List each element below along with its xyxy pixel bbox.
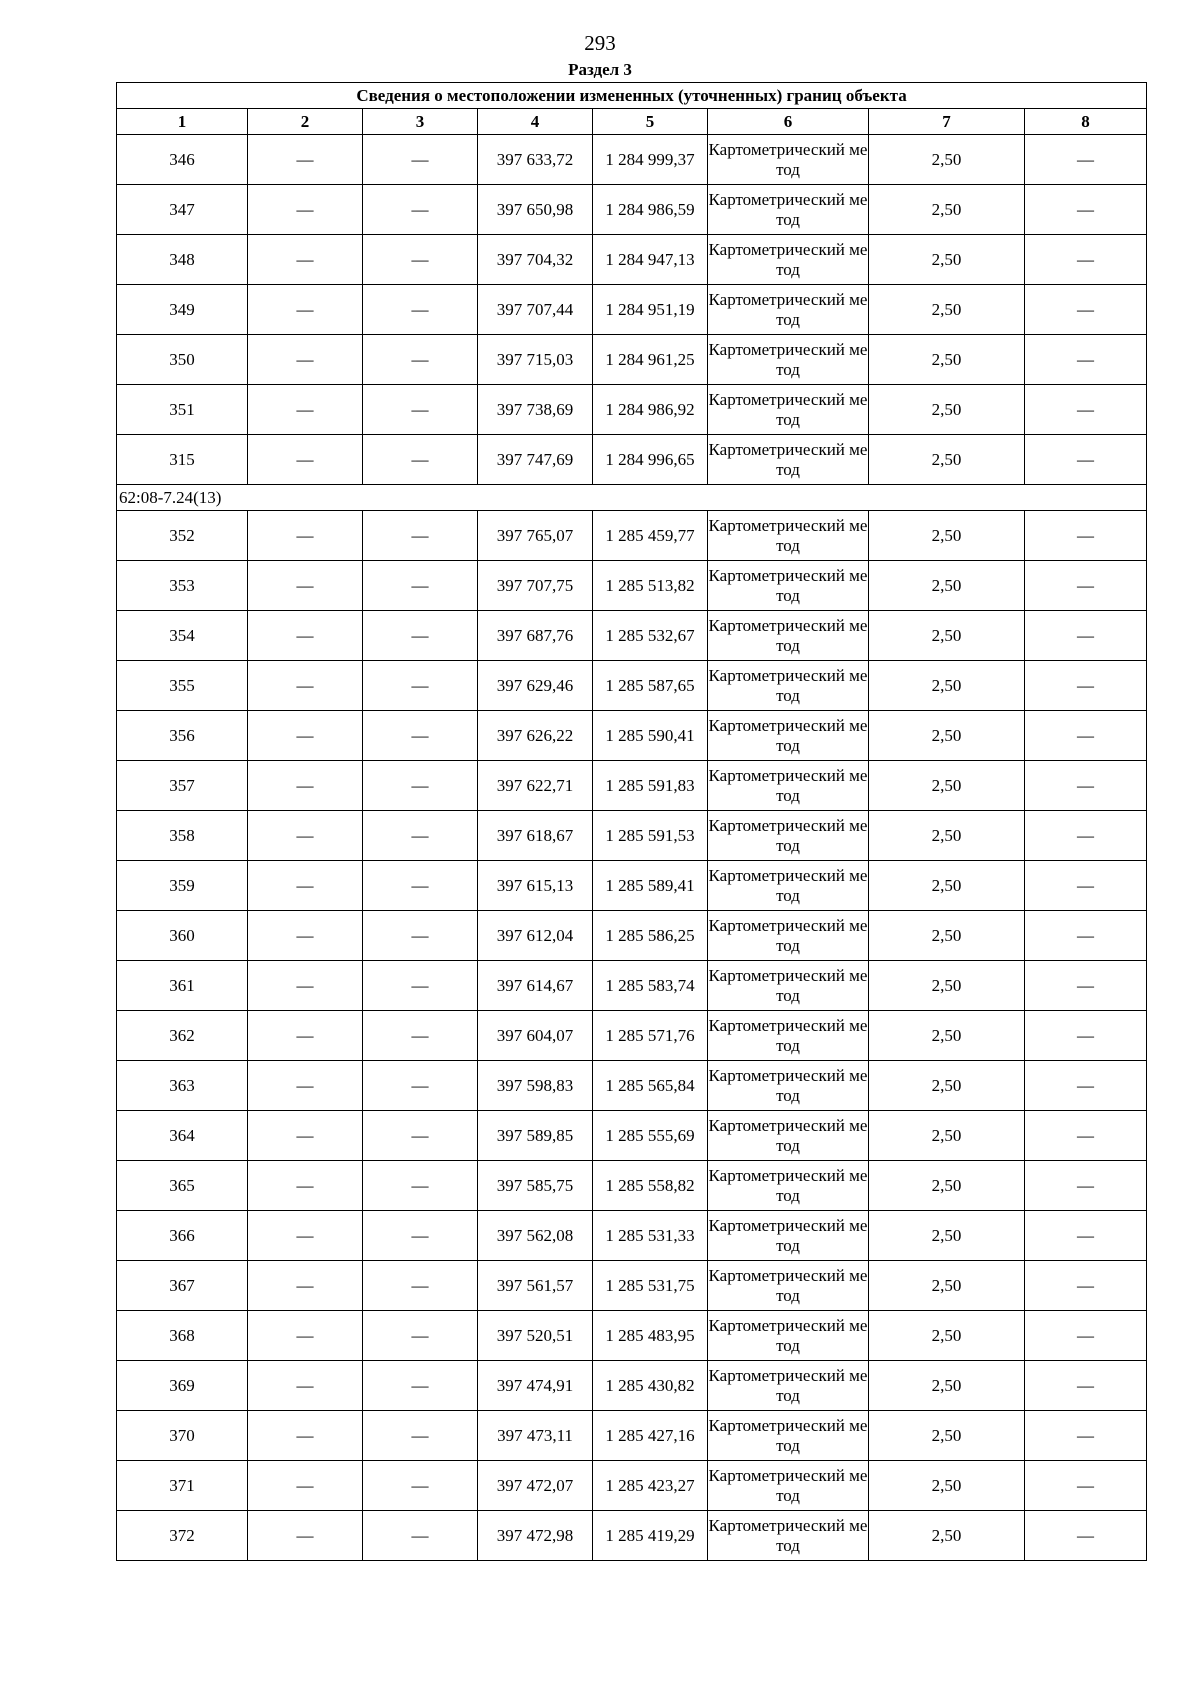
- col2-cell: —: [248, 1411, 363, 1461]
- accuracy-cell: 2,50: [869, 1011, 1025, 1061]
- x-coordinate-cell: 397 765,07: [478, 511, 593, 561]
- accuracy-cell: 2,50: [869, 861, 1025, 911]
- col3-cell: —: [363, 1411, 478, 1461]
- y-coordinate-cell: 1 285 483,95: [593, 1311, 708, 1361]
- point-number-cell: 362: [117, 1011, 248, 1061]
- col8-cell: —: [1025, 1311, 1147, 1361]
- col8-cell: —: [1025, 385, 1147, 435]
- col3-cell: —: [363, 811, 478, 861]
- x-coordinate-cell: 397 629,46: [478, 661, 593, 711]
- x-coordinate-cell: 397 687,76: [478, 611, 593, 661]
- table-row: [117, 961, 1147, 1011]
- x-coordinate-cell: 397 707,44: [478, 285, 593, 335]
- col8-cell: —: [1025, 335, 1147, 385]
- col8-cell: —: [1025, 1411, 1147, 1461]
- x-coordinate-cell: 397 614,67: [478, 961, 593, 1011]
- x-coordinate-cell: 397 747,69: [478, 435, 593, 485]
- table-caption: Сведения о местоположении измененных (уточненных) границ объекта: [117, 83, 1147, 109]
- method-cell: Картометрический метод: [708, 235, 869, 285]
- method-cell: Картометрический метод: [708, 561, 869, 611]
- method-cell: Картометрический метод: [708, 1261, 869, 1311]
- y-coordinate-cell: 1 285 531,33: [593, 1211, 708, 1261]
- accuracy-cell: 2,50: [869, 811, 1025, 861]
- col2-cell: —: [248, 1211, 363, 1261]
- col8-cell: —: [1025, 961, 1147, 1011]
- col3-cell: —: [363, 961, 478, 1011]
- accuracy-cell: 2,50: [869, 561, 1025, 611]
- point-number-cell: 360: [117, 911, 248, 961]
- col2-cell: —: [248, 435, 363, 485]
- accuracy-cell: 2,50: [869, 711, 1025, 761]
- col2-cell: —: [248, 1161, 363, 1211]
- point-number-cell: 369: [117, 1361, 248, 1411]
- col3-cell: —: [363, 1011, 478, 1061]
- column-number: 1: [117, 109, 248, 135]
- col2-cell: —: [248, 711, 363, 761]
- y-coordinate-cell: 1 285 571,76: [593, 1011, 708, 1061]
- x-coordinate-cell: 397 472,07: [478, 1461, 593, 1511]
- col8-cell: —: [1025, 285, 1147, 335]
- method-cell: Картометрический метод: [708, 861, 869, 911]
- table-row: [117, 811, 1147, 861]
- point-number-cell: 363: [117, 1061, 248, 1111]
- y-coordinate-cell: 1 285 423,27: [593, 1461, 708, 1511]
- col2-cell: —: [248, 1061, 363, 1111]
- y-coordinate-cell: 1 285 591,53: [593, 811, 708, 861]
- table-row: [117, 1261, 1147, 1311]
- method-cell: Картометрический метод: [708, 1511, 869, 1561]
- col2-cell: —: [248, 861, 363, 911]
- x-coordinate-cell: 397 474,91: [478, 1361, 593, 1411]
- table-row: [117, 235, 1147, 285]
- accuracy-cell: 2,50: [869, 285, 1025, 335]
- x-coordinate-cell: 397 704,32: [478, 235, 593, 285]
- method-cell: Картометрический метод: [708, 1211, 869, 1261]
- column-number: 7: [869, 109, 1025, 135]
- method-cell: Картометрический метод: [708, 711, 869, 761]
- point-number-cell: 368: [117, 1311, 248, 1361]
- table-row: [117, 1061, 1147, 1111]
- col2-cell: —: [248, 761, 363, 811]
- col2-cell: —: [248, 185, 363, 235]
- method-cell: Картометрический метод: [708, 335, 869, 385]
- x-coordinate-cell: 397 561,57: [478, 1261, 593, 1311]
- accuracy-cell: 2,50: [869, 1411, 1025, 1461]
- col8-cell: —: [1025, 861, 1147, 911]
- y-coordinate-cell: 1 285 586,25: [593, 911, 708, 961]
- method-cell: Картометрический метод: [708, 1111, 869, 1161]
- col3-cell: —: [363, 1111, 478, 1161]
- table-row: [117, 335, 1147, 385]
- accuracy-cell: 2,50: [869, 511, 1025, 561]
- accuracy-cell: 2,50: [869, 1511, 1025, 1561]
- page-number: 293: [584, 31, 616, 55]
- column-number: 5: [593, 109, 708, 135]
- point-number-cell: 347: [117, 185, 248, 235]
- accuracy-cell: 2,50: [869, 611, 1025, 661]
- method-cell: Картометрический метод: [708, 1311, 869, 1361]
- accuracy-cell: 2,50: [869, 1461, 1025, 1511]
- group-label: 62:08-7.24(13): [117, 485, 1147, 511]
- point-number-cell: 346: [117, 135, 248, 185]
- y-coordinate-cell: 1 284 999,37: [593, 135, 708, 185]
- y-coordinate-cell: 1 285 587,65: [593, 661, 708, 711]
- table-row: [117, 185, 1147, 235]
- point-number-cell: 367: [117, 1261, 248, 1311]
- table-row: [117, 1511, 1147, 1561]
- col8-cell: —: [1025, 1111, 1147, 1161]
- accuracy-cell: 2,50: [869, 1061, 1025, 1111]
- col8-cell: —: [1025, 561, 1147, 611]
- col2-cell: —: [248, 1311, 363, 1361]
- point-number-cell: 364: [117, 1111, 248, 1161]
- x-coordinate-cell: 397 520,51: [478, 1311, 593, 1361]
- table-row: [117, 1361, 1147, 1411]
- accuracy-cell: 2,50: [869, 135, 1025, 185]
- col8-cell: —: [1025, 661, 1147, 711]
- accuracy-cell: 2,50: [869, 661, 1025, 711]
- col3-cell: —: [363, 861, 478, 911]
- y-coordinate-cell: 1 285 583,74: [593, 961, 708, 1011]
- point-number-cell: 348: [117, 235, 248, 285]
- y-coordinate-cell: 1 284 986,59: [593, 185, 708, 235]
- accuracy-cell: 2,50: [869, 435, 1025, 485]
- point-number-cell: 354: [117, 611, 248, 661]
- column-number-row: [117, 109, 1147, 135]
- section-title: Раздел 3: [568, 60, 632, 79]
- point-number-cell: 366: [117, 1211, 248, 1261]
- col2-cell: —: [248, 1361, 363, 1411]
- x-coordinate-cell: 397 618,67: [478, 811, 593, 861]
- table-row: [117, 711, 1147, 761]
- table-row: [117, 385, 1147, 435]
- method-cell: Картометрический метод: [708, 1411, 869, 1461]
- col8-cell: —: [1025, 135, 1147, 185]
- table-row: [117, 861, 1147, 911]
- column-number: 3: [363, 109, 478, 135]
- col2-cell: —: [248, 911, 363, 961]
- x-coordinate-cell: 397 626,22: [478, 711, 593, 761]
- y-coordinate-cell: 1 285 459,77: [593, 511, 708, 561]
- col8-cell: —: [1025, 511, 1147, 561]
- x-coordinate-cell: 397 473,11: [478, 1411, 593, 1461]
- col8-cell: —: [1025, 1161, 1147, 1211]
- table-row: [117, 1311, 1147, 1361]
- y-coordinate-cell: 1 284 951,19: [593, 285, 708, 335]
- col2-cell: —: [248, 1261, 363, 1311]
- col3-cell: —: [363, 1511, 478, 1561]
- table-row: [117, 661, 1147, 711]
- col3-cell: —: [363, 385, 478, 435]
- col8-cell: —: [1025, 711, 1147, 761]
- col8-cell: —: [1025, 911, 1147, 961]
- method-cell: Картометрический метод: [708, 1161, 869, 1211]
- col3-cell: —: [363, 285, 478, 335]
- col2-cell: —: [248, 811, 363, 861]
- accuracy-cell: 2,50: [869, 1161, 1025, 1211]
- point-number-cell: 315: [117, 435, 248, 485]
- accuracy-cell: 2,50: [869, 235, 1025, 285]
- point-number-cell: 352: [117, 511, 248, 561]
- column-number: 8: [1025, 109, 1147, 135]
- col3-cell: —: [363, 1361, 478, 1411]
- column-number: 4: [478, 109, 593, 135]
- col8-cell: —: [1025, 235, 1147, 285]
- method-cell: Картометрический метод: [708, 385, 869, 435]
- col2-cell: —: [248, 1011, 363, 1061]
- x-coordinate-cell: 397 598,83: [478, 1061, 593, 1111]
- accuracy-cell: 2,50: [869, 961, 1025, 1011]
- col8-cell: —: [1025, 1011, 1147, 1061]
- col3-cell: —: [363, 661, 478, 711]
- accuracy-cell: 2,50: [869, 911, 1025, 961]
- col8-cell: —: [1025, 1211, 1147, 1261]
- y-coordinate-cell: 1 285 427,16: [593, 1411, 708, 1461]
- y-coordinate-cell: 1 285 430,82: [593, 1361, 708, 1411]
- accuracy-cell: 2,50: [869, 1261, 1025, 1311]
- table-row: [117, 1011, 1147, 1061]
- col2-cell: —: [248, 1111, 363, 1161]
- method-cell: Картометрический метод: [708, 811, 869, 861]
- accuracy-cell: 2,50: [869, 1211, 1025, 1261]
- col8-cell: —: [1025, 761, 1147, 811]
- col3-cell: —: [363, 1461, 478, 1511]
- table-row: [117, 1111, 1147, 1161]
- col8-cell: —: [1025, 1461, 1147, 1511]
- method-cell: Картометрический метод: [708, 961, 869, 1011]
- accuracy-cell: 2,50: [869, 1111, 1025, 1161]
- col3-cell: —: [363, 435, 478, 485]
- method-cell: Картометрический метод: [708, 1361, 869, 1411]
- method-cell: Картометрический метод: [708, 1061, 869, 1111]
- accuracy-cell: 2,50: [869, 1361, 1025, 1411]
- col3-cell: —: [363, 561, 478, 611]
- table-caption-row: [117, 83, 1147, 109]
- col3-cell: —: [363, 1311, 478, 1361]
- x-coordinate-cell: 397 650,98: [478, 185, 593, 235]
- col2-cell: —: [248, 561, 363, 611]
- x-coordinate-cell: 397 585,75: [478, 1161, 593, 1211]
- table-row: [117, 511, 1147, 561]
- col2-cell: —: [248, 285, 363, 335]
- point-number-cell: 359: [117, 861, 248, 911]
- table-row: [117, 1461, 1147, 1511]
- table-row: [117, 435, 1147, 485]
- accuracy-cell: 2,50: [869, 185, 1025, 235]
- y-coordinate-cell: 1 285 558,82: [593, 1161, 708, 1211]
- table-row: [117, 285, 1147, 335]
- table-row: [117, 561, 1147, 611]
- table-row: [117, 611, 1147, 661]
- col8-cell: —: [1025, 435, 1147, 485]
- col8-cell: —: [1025, 1261, 1147, 1311]
- col3-cell: —: [363, 1261, 478, 1311]
- col3-cell: —: [363, 185, 478, 235]
- y-coordinate-cell: 1 285 589,41: [593, 861, 708, 911]
- y-coordinate-cell: 1 285 419,29: [593, 1511, 708, 1561]
- col8-cell: —: [1025, 1361, 1147, 1411]
- col3-cell: —: [363, 235, 478, 285]
- col2-cell: —: [248, 511, 363, 561]
- y-coordinate-cell: 1 285 532,67: [593, 611, 708, 661]
- y-coordinate-cell: 1 284 947,13: [593, 235, 708, 285]
- point-number-cell: 357: [117, 761, 248, 811]
- point-number-cell: 349: [117, 285, 248, 335]
- point-number-cell: 355: [117, 661, 248, 711]
- col3-cell: —: [363, 1161, 478, 1211]
- col2-cell: —: [248, 385, 363, 435]
- col2-cell: —: [248, 1511, 363, 1561]
- boundary-coordinates-table: [116, 82, 1147, 1561]
- method-cell: Картометрический метод: [708, 511, 869, 561]
- y-coordinate-cell: 1 285 590,41: [593, 711, 708, 761]
- method-cell: Картометрический метод: [708, 761, 869, 811]
- x-coordinate-cell: 397 615,13: [478, 861, 593, 911]
- col8-cell: —: [1025, 611, 1147, 661]
- point-number-cell: 365: [117, 1161, 248, 1211]
- table-row: [117, 911, 1147, 961]
- method-cell: Картометрический метод: [708, 435, 869, 485]
- col2-cell: —: [248, 611, 363, 661]
- col2-cell: —: [248, 661, 363, 711]
- y-coordinate-cell: 1 284 996,65: [593, 435, 708, 485]
- col2-cell: —: [248, 335, 363, 385]
- method-cell: Картометрический метод: [708, 611, 869, 661]
- col3-cell: —: [363, 711, 478, 761]
- accuracy-cell: 2,50: [869, 335, 1025, 385]
- y-coordinate-cell: 1 285 555,69: [593, 1111, 708, 1161]
- col3-cell: —: [363, 1061, 478, 1111]
- point-number-cell: 371: [117, 1461, 248, 1511]
- x-coordinate-cell: 397 715,03: [478, 335, 593, 385]
- table-row: [117, 1161, 1147, 1211]
- col8-cell: —: [1025, 1061, 1147, 1111]
- method-cell: Картометрический метод: [708, 661, 869, 711]
- x-coordinate-cell: 397 707,75: [478, 561, 593, 611]
- y-coordinate-cell: 1 285 513,82: [593, 561, 708, 611]
- accuracy-cell: 2,50: [869, 761, 1025, 811]
- x-coordinate-cell: 397 612,04: [478, 911, 593, 961]
- point-number-cell: 358: [117, 811, 248, 861]
- point-number-cell: 361: [117, 961, 248, 1011]
- table-row: [117, 761, 1147, 811]
- point-number-cell: 372: [117, 1511, 248, 1561]
- y-coordinate-cell: 1 284 986,92: [593, 385, 708, 435]
- method-cell: Картометрический метод: [708, 1011, 869, 1061]
- col2-cell: —: [248, 1461, 363, 1511]
- col2-cell: —: [248, 135, 363, 185]
- x-coordinate-cell: 397 633,72: [478, 135, 593, 185]
- point-number-cell: 351: [117, 385, 248, 435]
- col3-cell: —: [363, 135, 478, 185]
- point-number-cell: 370: [117, 1411, 248, 1461]
- col2-cell: —: [248, 961, 363, 1011]
- x-coordinate-cell: 397 622,71: [478, 761, 593, 811]
- point-number-cell: 350: [117, 335, 248, 385]
- group-row: [117, 485, 1147, 511]
- method-cell: Картометрический метод: [708, 285, 869, 335]
- y-coordinate-cell: 1 285 531,75: [593, 1261, 708, 1311]
- table-body: [117, 135, 1147, 1561]
- method-cell: Картометрический метод: [708, 185, 869, 235]
- col3-cell: —: [363, 611, 478, 661]
- y-coordinate-cell: 1 285 591,83: [593, 761, 708, 811]
- col3-cell: —: [363, 1211, 478, 1261]
- column-number: 2: [248, 109, 363, 135]
- table-row: [117, 135, 1147, 185]
- accuracy-cell: 2,50: [869, 1311, 1025, 1361]
- table-row: [117, 1211, 1147, 1261]
- col3-cell: —: [363, 511, 478, 561]
- point-number-cell: 353: [117, 561, 248, 611]
- x-coordinate-cell: 397 604,07: [478, 1011, 593, 1061]
- y-coordinate-cell: 1 285 565,84: [593, 1061, 708, 1111]
- col8-cell: —: [1025, 1511, 1147, 1561]
- col8-cell: —: [1025, 811, 1147, 861]
- x-coordinate-cell: 397 562,08: [478, 1211, 593, 1261]
- col3-cell: —: [363, 911, 478, 961]
- x-coordinate-cell: 397 738,69: [478, 385, 593, 435]
- y-coordinate-cell: 1 284 961,25: [593, 335, 708, 385]
- method-cell: Картометрический метод: [708, 911, 869, 961]
- table-row: [117, 1411, 1147, 1461]
- method-cell: Картометрический метод: [708, 1461, 869, 1511]
- x-coordinate-cell: 397 589,85: [478, 1111, 593, 1161]
- point-number-cell: 356: [117, 711, 248, 761]
- col3-cell: —: [363, 761, 478, 811]
- col2-cell: —: [248, 235, 363, 285]
- method-cell: Картометрический метод: [708, 135, 869, 185]
- column-number: 6: [708, 109, 869, 135]
- col8-cell: —: [1025, 185, 1147, 235]
- accuracy-cell: 2,50: [869, 385, 1025, 435]
- x-coordinate-cell: 397 472,98: [478, 1511, 593, 1561]
- col3-cell: —: [363, 335, 478, 385]
